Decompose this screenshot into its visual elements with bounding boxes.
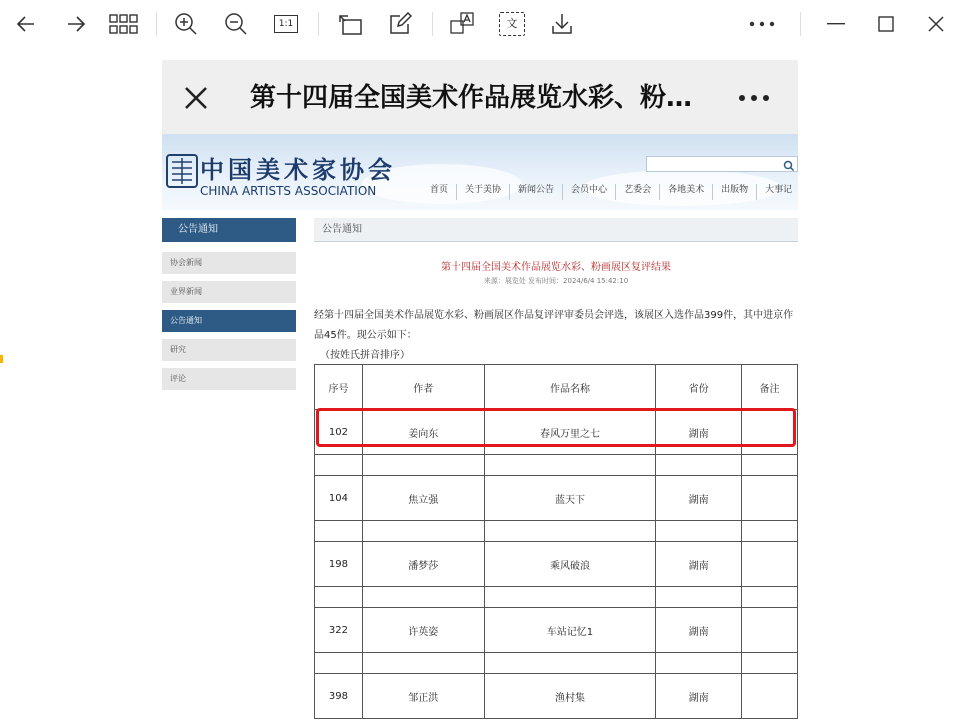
cell-province: 湖南: [656, 608, 742, 653]
nav-item-regional[interactable]: 各地美术: [660, 184, 713, 200]
cell-remark: [742, 674, 798, 719]
logo-chinese: 中国美术家协会: [200, 155, 396, 184]
cell-number: 104: [315, 476, 363, 521]
cell-number: 198: [315, 542, 363, 587]
cell-province: 湖南: [656, 410, 742, 455]
nav-item-committee[interactable]: 艺委会: [616, 184, 660, 200]
ocr-icon[interactable]: [494, 6, 530, 42]
table-spacer-row: [315, 455, 798, 476]
maximize-icon[interactable]: [868, 6, 904, 42]
table-row: [315, 476, 798, 521]
search-icon[interactable]: [783, 157, 795, 176]
more-icon[interactable]: [734, 78, 774, 118]
mobile-header: [162, 60, 798, 134]
forward-icon[interactable]: [58, 6, 94, 42]
table-spacer-row: [315, 653, 798, 674]
col-header-number: 序号: [315, 365, 363, 410]
mobile-title: 第十四届全国美术作品展览水彩、粉…: [250, 83, 693, 113]
cell-province: 湖南: [656, 542, 742, 587]
cell-author: 焦立强: [362, 476, 484, 521]
table-row: [315, 674, 798, 719]
col-header-province: 省份: [656, 365, 742, 410]
article-meta: 来源：展览处 发布时间：2024/6/4 15:42:10: [483, 277, 629, 285]
actual-size-icon[interactable]: [268, 6, 304, 42]
table-spacer-row: [315, 521, 798, 542]
cell-work: 渔村集: [484, 674, 656, 719]
site-sidebar: [162, 218, 296, 418]
cell-province: 湖南: [656, 674, 742, 719]
cell-remark: [742, 476, 798, 521]
close-icon[interactable]: [176, 78, 216, 118]
cell-remark: [742, 608, 798, 653]
ocr-label: 文: [499, 12, 525, 36]
viewer-toolbar: [0, 0, 960, 48]
toolbar-divider: [318, 12, 319, 36]
minimize-icon[interactable]: [818, 6, 854, 42]
cell-work: 车站记忆1: [484, 608, 656, 653]
nav-item-events[interactable]: 大事记: [765, 185, 793, 195]
col-header-remark: 备注: [742, 365, 798, 410]
table-row: [315, 608, 798, 653]
cell-work: 春风万里之七: [484, 410, 656, 455]
cell-author: 许英姿: [362, 608, 484, 653]
cell-number: 102: [315, 410, 363, 455]
edge-marker: [0, 355, 3, 363]
actual-size-label: 1:1: [274, 15, 298, 33]
cell-author: 姜向东: [362, 410, 484, 455]
cell-number: 322: [315, 608, 363, 653]
toolbar-divider: [432, 12, 433, 36]
document-screenshot: [162, 60, 798, 726]
logo-english: CHINA ARTISTS ASSOCIATION: [200, 184, 377, 198]
cell-author: 邹正洪: [362, 674, 484, 719]
site-banner: [162, 134, 798, 210]
site-search-input[interactable]: [646, 156, 798, 172]
more-icon[interactable]: [744, 6, 780, 42]
cell-province: 湖南: [656, 476, 742, 521]
back-icon[interactable]: [8, 6, 44, 42]
sidebar-item-research[interactable]: 研究: [162, 339, 296, 361]
article-paragraph: 经第十四届全国美术作品展览水彩、粉画展区作品复评评审委员会评选，该展区入选作品399件，其中进京作品45件。现公示如下：: [314, 310, 794, 341]
breadcrumb: 公告通知: [314, 218, 798, 242]
close-icon[interactable]: [918, 6, 954, 42]
highlight-box: [316, 408, 796, 447]
cell-remark: [742, 542, 798, 587]
sidebar-item-notices[interactable]: 公告通知: [162, 310, 296, 332]
sidebar-item-comment[interactable]: 评论: [162, 368, 296, 390]
grid-icon[interactable]: [106, 6, 142, 42]
article-content: [314, 218, 798, 726]
download-icon[interactable]: [544, 6, 580, 42]
cell-number: 398: [315, 674, 363, 719]
cell-work: 乘风破浪: [484, 542, 656, 587]
nav-item-about[interactable]: 关于美协: [457, 184, 510, 200]
nav-item-members[interactable]: 会员中心: [563, 184, 616, 200]
nav-item-publications[interactable]: 出版物: [713, 184, 757, 200]
toolbar-divider: [156, 12, 157, 36]
translate-icon[interactable]: [444, 6, 480, 42]
nav-item-home[interactable]: 首页: [422, 184, 457, 200]
zoom-out-icon[interactable]: [218, 6, 254, 42]
col-header-work: 作品名称: [484, 365, 656, 410]
cell-work: 蓝天下: [484, 476, 656, 521]
table-header-row: [315, 365, 798, 410]
cell-author: 潘梦莎: [362, 542, 484, 587]
zoom-in-icon[interactable]: [168, 6, 204, 42]
article-title: 第十四届全国美术作品展览水彩、粉画展区复评结果: [441, 262, 671, 273]
col-header-author: 作者: [362, 365, 484, 410]
cca-logo-icon: [166, 154, 198, 188]
sidebar-header: 公告通知: [162, 218, 296, 242]
table-row: [315, 542, 798, 587]
sort-note: （按姓氏拼音排序）: [320, 350, 410, 361]
toolbar-divider: [800, 12, 801, 36]
sidebar-item-association-news[interactable]: 协会新闻: [162, 252, 296, 274]
table-spacer-row: [315, 587, 798, 608]
site-nav: [422, 184, 798, 200]
nav-item-news[interactable]: 新闻公告: [510, 184, 563, 200]
rotate-icon[interactable]: [332, 6, 368, 42]
edit-icon[interactable]: [382, 6, 418, 42]
sidebar-item-industry-news[interactable]: 业界新闻: [162, 281, 296, 303]
